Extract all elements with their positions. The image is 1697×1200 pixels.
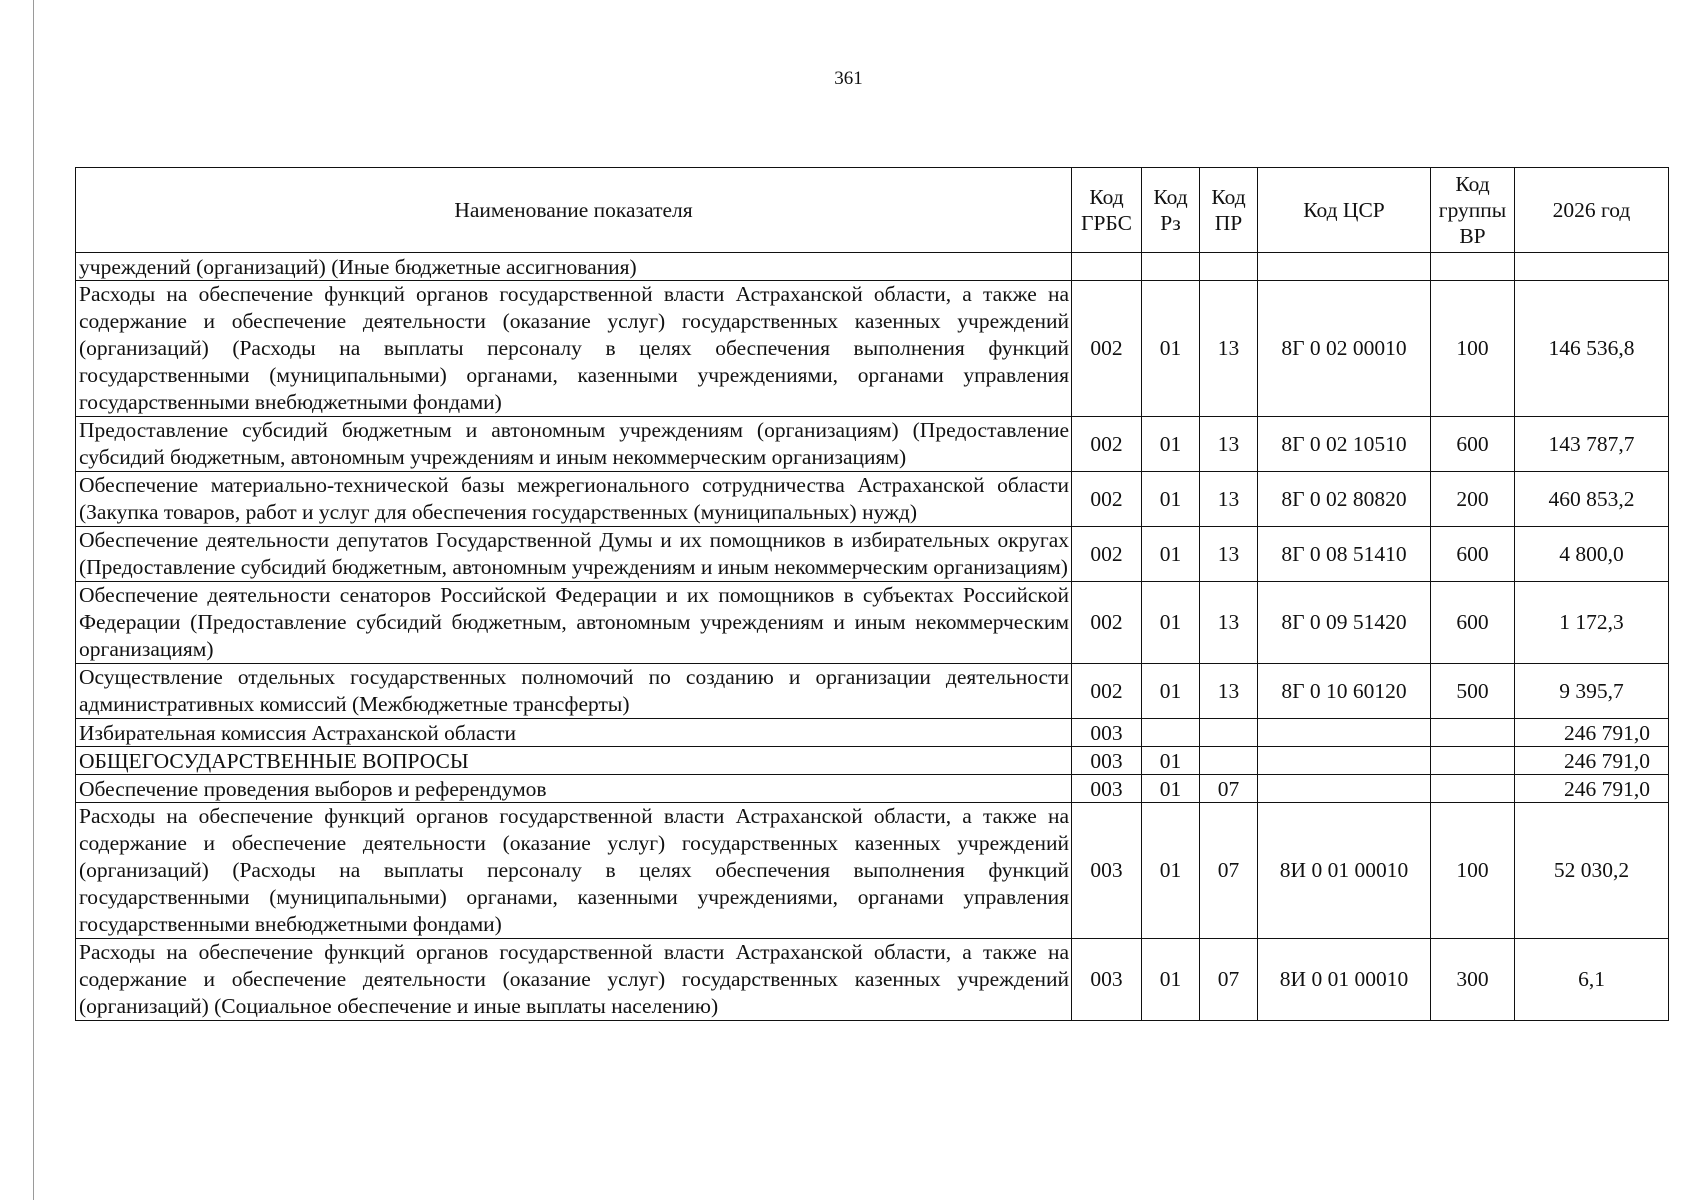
header-pr: Код ПР — [1200, 168, 1258, 253]
row-rz: 01 — [1142, 527, 1200, 582]
row-csr: 8И 0 01 00010 — [1258, 803, 1431, 939]
row-vr — [1431, 719, 1515, 747]
table-row — [76, 939, 1669, 1021]
table-row — [76, 417, 1669, 472]
row-grbs: 002 — [1072, 417, 1142, 472]
row-csr — [1258, 775, 1431, 803]
scan-edge-line — [33, 0, 34, 1200]
table-row — [76, 253, 1669, 281]
row-name: Обеспечение деятельности сенаторов Российской Федерации и их помощников в субъектах Российской Федерации (Предоставление субсидий бюджетным, автономным учреждениям и иным некоммерческим организациям) — [76, 582, 1072, 664]
row-vr: 500 — [1431, 664, 1515, 719]
row-vr — [1431, 747, 1515, 775]
row-amount: 52 030,2 — [1515, 803, 1669, 939]
row-pr: 13 — [1200, 527, 1258, 582]
row-vr — [1431, 775, 1515, 803]
table-row — [76, 719, 1669, 747]
row-rz — [1142, 719, 1200, 747]
row-amount: 4 800,0 — [1515, 527, 1669, 582]
row-amount: 246 791,0 — [1515, 775, 1669, 803]
row-grbs: 002 — [1072, 281, 1142, 417]
row-grbs: 002 — [1072, 664, 1142, 719]
row-name: Расходы на обеспечение функций органов государственной власти Астраханской области, а также на содержание и обеспечение деятельности (оказание услуг) государственных казенных учреждений (организаций) (Социальное обеспечение и иные выплаты населению) — [76, 939, 1072, 1021]
row-amount: 143 787,7 — [1515, 417, 1669, 472]
header-name: Наименование показателя — [76, 168, 1072, 253]
row-vr: 300 — [1431, 939, 1515, 1021]
row-grbs: 002 — [1072, 472, 1142, 527]
page-number: 361 — [834, 68, 863, 89]
row-csr: 8Г 0 09 51420 — [1258, 582, 1431, 664]
row-rz: 01 — [1142, 582, 1200, 664]
row-pr: 13 — [1200, 417, 1258, 472]
row-pr: 07 — [1200, 775, 1258, 803]
row-csr — [1258, 747, 1431, 775]
row-csr — [1258, 719, 1431, 747]
row-grbs: 003 — [1072, 775, 1142, 803]
row-pr: 13 — [1200, 281, 1258, 417]
row-grbs — [1072, 253, 1142, 281]
row-pr: 13 — [1200, 472, 1258, 527]
row-pr: 07 — [1200, 939, 1258, 1021]
table-row — [76, 803, 1669, 939]
table-row — [76, 775, 1669, 803]
row-grbs: 003 — [1072, 939, 1142, 1021]
table-row — [76, 527, 1669, 582]
header-year: 2026 год — [1515, 168, 1669, 253]
row-rz — [1142, 253, 1200, 281]
row-rz: 01 — [1142, 472, 1200, 527]
table-row — [76, 472, 1669, 527]
row-grbs: 002 — [1072, 527, 1142, 582]
table-header — [76, 168, 1669, 253]
budget-table — [75, 167, 1669, 1021]
row-name: Избирательная комиссия Астраханской области — [76, 719, 1072, 747]
row-rz: 01 — [1142, 281, 1200, 417]
row-amount: 6,1 — [1515, 939, 1669, 1021]
row-csr: 8Г 0 02 80820 — [1258, 472, 1431, 527]
row-vr: 200 — [1431, 472, 1515, 527]
row-amount: 246 791,0 — [1515, 747, 1669, 775]
row-name: Предоставление субсидий бюджетным и автономным учреждениям (организациям) (Предоставление субсидий бюджетным, автономным учреждениям и иным некоммерческим организациям) — [76, 417, 1072, 472]
header-grbs: Код ГРБС — [1072, 168, 1142, 253]
header-csr: Код ЦСР — [1258, 168, 1431, 253]
row-name: Расходы на обеспечение функций органов государственной власти Астраханской области, а также на содержание и обеспечение деятельности (оказание услуг) государственных казенных учреждений (организаций) (Расходы на выплаты персоналу в целях обеспечения выполнения функций государственными (муниципальными) органами, казенными учреждениями, органами управления государственными внебюджетными фондами) — [76, 281, 1072, 417]
row-amount: 1 172,3 — [1515, 582, 1669, 664]
row-pr — [1200, 719, 1258, 747]
row-amount: 460 853,2 — [1515, 472, 1669, 527]
row-name: Обеспечение деятельности депутатов Государственной Думы и их помощников в избирательных округах (Предоставление субсидий бюджетным, автономным учреждениям и иным некоммерческим организациям) — [76, 527, 1072, 582]
row-rz: 01 — [1142, 939, 1200, 1021]
row-rz: 01 — [1142, 803, 1200, 939]
row-pr: 07 — [1200, 803, 1258, 939]
row-amount: 9 395,7 — [1515, 664, 1669, 719]
row-grbs: 003 — [1072, 803, 1142, 939]
row-rz: 01 — [1142, 664, 1200, 719]
row-amount — [1515, 253, 1669, 281]
row-vr: 600 — [1431, 417, 1515, 472]
table-row — [76, 582, 1669, 664]
row-rz: 01 — [1142, 775, 1200, 803]
row-rz: 01 — [1142, 747, 1200, 775]
row-csr: 8Г 0 02 10510 — [1258, 417, 1431, 472]
row-name: Обеспечение материально-технической базы межрегионального сотрудничества Астраханской области (Закупка товаров, работ и услуг для обеспечения государственных (муниципальных) нужд) — [76, 472, 1072, 527]
row-grbs: 003 — [1072, 719, 1142, 747]
row-pr — [1200, 253, 1258, 281]
table-row — [76, 747, 1669, 775]
row-pr — [1200, 747, 1258, 775]
row-name: Осуществление отдельных государственных полномочий по созданию и организации деятельности административных комиссий (Межбюджетные трансферты) — [76, 664, 1072, 719]
row-pr: 13 — [1200, 664, 1258, 719]
row-grbs: 002 — [1072, 582, 1142, 664]
row-name: ОБЩЕГОСУДАРСТВЕННЫЕ ВОПРОСЫ — [76, 747, 1072, 775]
row-csr: 8И 0 01 00010 — [1258, 939, 1431, 1021]
row-vr — [1431, 253, 1515, 281]
row-pr: 13 — [1200, 582, 1258, 664]
table-body — [76, 253, 1669, 1021]
row-csr: 8Г 0 08 51410 — [1258, 527, 1431, 582]
row-amount: 246 791,0 — [1515, 719, 1669, 747]
header-vr: Код группы ВР — [1431, 168, 1515, 253]
row-csr: 8Г 0 02 00010 — [1258, 281, 1431, 417]
row-rz: 01 — [1142, 417, 1200, 472]
row-csr — [1258, 253, 1431, 281]
row-name: учреждений (организаций) (Иные бюджетные ассигнования) — [76, 253, 1072, 281]
header-rz: Код Рз — [1142, 168, 1200, 253]
row-vr: 100 — [1431, 281, 1515, 417]
row-amount: 146 536,8 — [1515, 281, 1669, 417]
table-row — [76, 281, 1669, 417]
row-vr: 100 — [1431, 803, 1515, 939]
row-vr: 600 — [1431, 582, 1515, 664]
row-vr: 600 — [1431, 527, 1515, 582]
row-csr: 8Г 0 10 60120 — [1258, 664, 1431, 719]
row-name: Расходы на обеспечение функций органов государственной власти Астраханской области, а также на содержание и обеспечение деятельности (оказание услуг) государственных казенных учреждений (организаций) (Расходы на выплаты персоналу в целях обеспечения выполнения функций государственными (муниципальными) органами, казенными учреждениями, органами управления государственными внебюджетными фондами) — [76, 803, 1072, 939]
row-name: Обеспечение проведения выборов и референдумов — [76, 775, 1072, 803]
table-row — [76, 664, 1669, 719]
row-grbs: 003 — [1072, 747, 1142, 775]
